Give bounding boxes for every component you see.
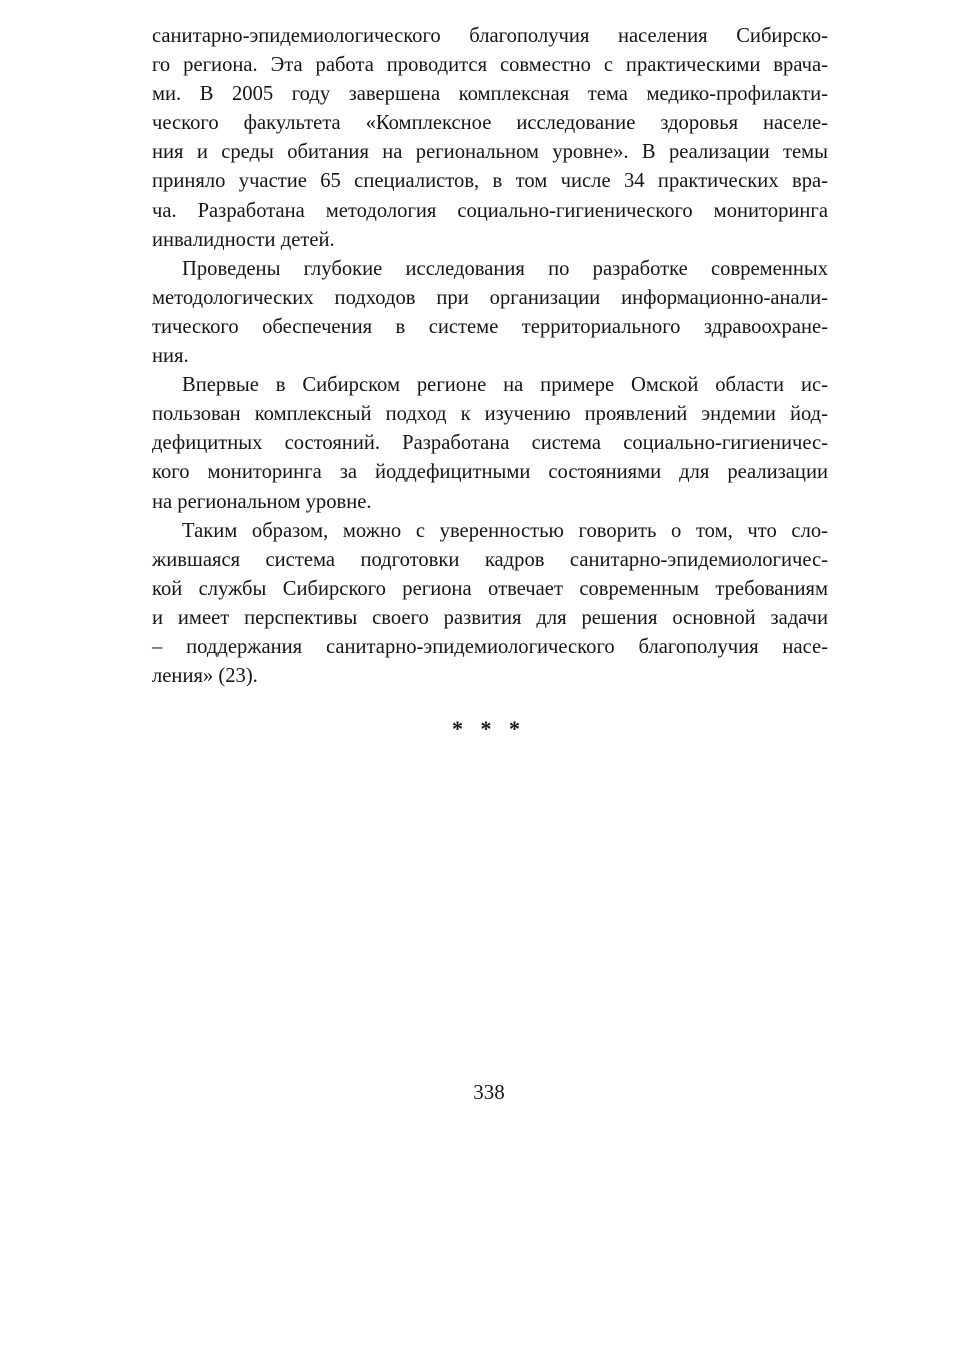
text-line: ческого факультета «Комплексное исследование здоровья населе- [152,112,828,135]
text-line: – поддержания санитарно-эпидемиологического благополучия насе- [152,635,828,658]
section-separator: * * * [452,716,526,741]
paragraph [152,22,828,255]
text-line: дефицитных состояний. Разработана система социально-гигиеничес- [152,432,828,455]
text-line: на региональном уровне. [152,490,372,513]
text-line: го региона. Эта работа проводится совместно с практическими врача- [152,54,828,77]
text-line: приняло участие 65 специалистов, в том числе 34 практических вра- [152,170,828,193]
text-line: санитарно-эпидемиологического благополучия населения Сибирско- [152,25,828,47]
paragraph [152,255,828,371]
text-line: пользован комплексный подход к изучению проявлений эндемии йод- [152,403,828,426]
page-number: 338 [473,1080,505,1104]
text-line: методологических подходов при организации информационно-анали- [152,286,828,309]
paragraph [152,517,828,692]
text-line: Таким образом, можно с уверенностью говорить о том, что сло- [182,519,828,542]
text-line: тического обеспечения в системе территориального здравоохране- [152,315,828,338]
text-line: кого мониторинга за йоддефицитными состояниями для реализации [152,461,828,484]
paragraph [152,371,828,516]
text-line: ми. В 2005 году завершена комплексная тема медико-профилакти- [152,83,828,106]
text-line: Проведены глубокие исследования по разработке современных [182,257,828,280]
text-line: Впервые в Сибирском регионе на примере Омской области ис- [182,374,828,397]
text-line: жившаяся система подготовки кадров санитарно-эпидемиологичес- [152,548,828,571]
text-line: инвалидности детей. [152,228,335,251]
text-line: кой службы Сибирского региона отвечает современным требованиям [152,577,828,600]
text-line: ния и среды обитания на региональном уровне». В реализации темы [152,141,828,164]
body-text [152,22,828,691]
text-line: ча. Разработана методология социально-гигиенического мониторинга [152,199,828,222]
text-line: ления» (23). [152,665,258,688]
text-line: и имеет перспективы своего развития для решения основной задачи [152,606,828,629]
text-line: ния. [152,345,189,368]
